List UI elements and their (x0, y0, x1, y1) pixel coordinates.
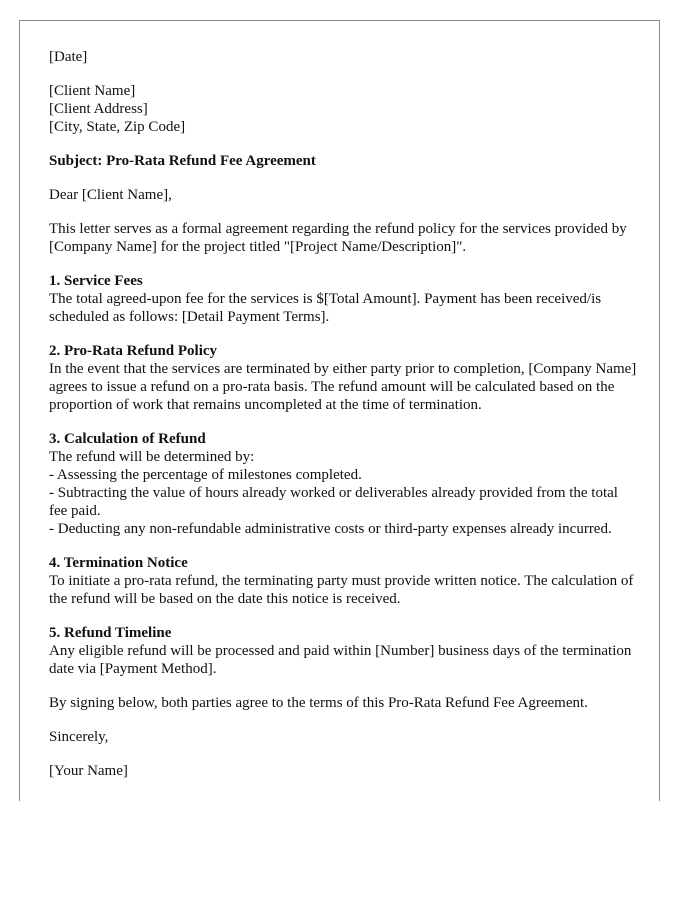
section-body: To initiate a pro-rata refund, the terminating party must provide written notice. The calculation of the refund will be based on the date this notice is received. (49, 573, 634, 607)
section-pro-rata-refund-policy (49, 342, 639, 414)
client-address: [Client Address] (49, 101, 148, 117)
section-heading: 3. Calculation of Refund (49, 431, 206, 447)
letter-date: [Date] (49, 49, 88, 65)
section-body: The refund will be determined by: (49, 449, 255, 465)
section-body: In the event that the services are terminated by either party prior to completion, [Company Name] agrees to issue a refund on a pro-rata basis. The refund amount will be calculated based on the proportion of work that remains uncompleted at the time of termination. (49, 361, 637, 413)
section-body: The total agreed-upon fee for the services is $[Total Amount]. Payment has been received/is scheduled as follows: [Detail Payment Terms]. (49, 291, 602, 325)
client-name: [Client Name] (49, 83, 136, 99)
refund-criteria-list (49, 466, 639, 538)
signature-name: [Your Name] (49, 763, 128, 779)
section-termination-notice (49, 554, 639, 608)
section-body: Any eligible refund will be processed and paid within [Number] business days of the termination date via [Payment Method]. (49, 643, 632, 677)
list-item: - Deducting any non-refundable administrative costs or third-party expenses already incurred. (49, 521, 612, 537)
client-city-state-zip: [City, State, Zip Code] (49, 119, 186, 135)
salutation: Dear [Client Name], (49, 187, 172, 203)
section-heading: 5. Refund Timeline (49, 625, 172, 641)
section-calculation-of-refund (49, 430, 639, 538)
section-heading: 1. Service Fees (49, 273, 143, 289)
closing-statement: By signing below, both parties agree to the terms of this Pro-Rata Refund Fee Agreement. (49, 695, 588, 711)
list-item: - Subtracting the value of hours already worked or deliverables already provided from the total fee paid. (49, 485, 618, 519)
letter-subject: Subject: Pro-Rata Refund Fee Agreement (49, 153, 316, 169)
sign-off: Sincerely, (49, 729, 109, 745)
section-heading: 2. Pro-Rata Refund Policy (49, 343, 218, 359)
list-item: - Assessing the percentage of milestones completed. (49, 467, 362, 483)
section-refund-timeline (49, 624, 639, 678)
intro-paragraph: This letter serves as a formal agreement regarding the refund policy for the services provided by [Company Name] for the project titled "[Project Name/Description]". (49, 221, 627, 255)
section-heading: 4. Termination Notice (49, 555, 188, 571)
letter-body (49, 48, 639, 780)
section-service-fees (49, 272, 639, 326)
